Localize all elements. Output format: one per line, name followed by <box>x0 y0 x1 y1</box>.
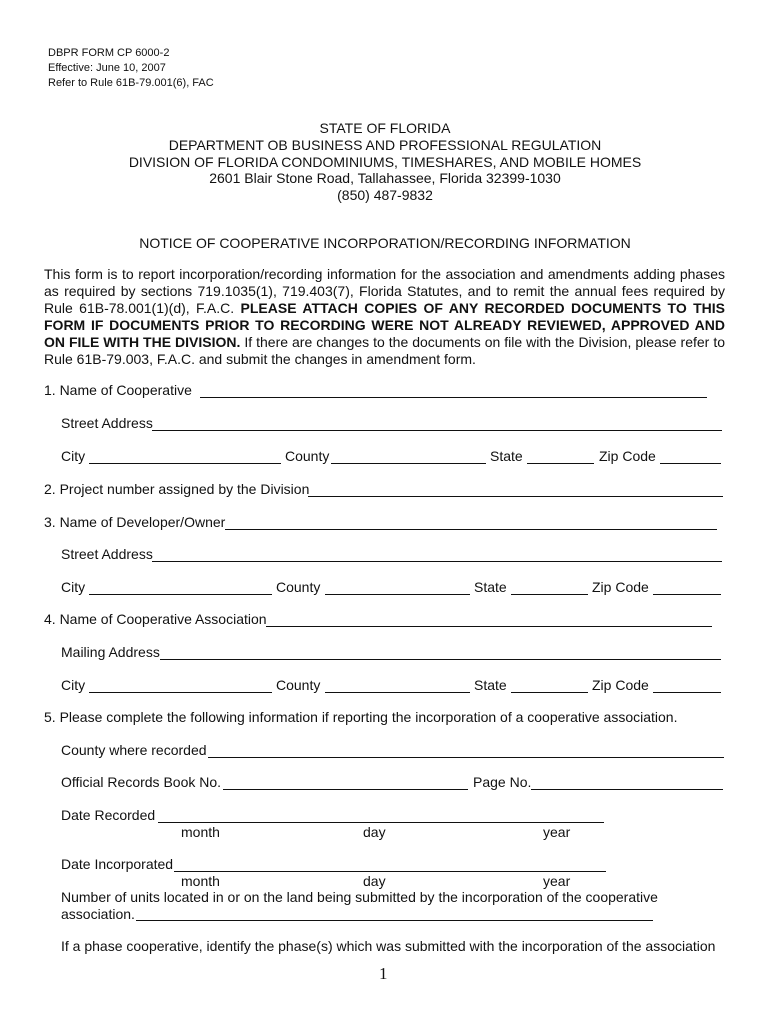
or-book-field[interactable] <box>223 789 468 790</box>
date-recorded-label: Date Recorded <box>61 807 156 823</box>
agency-state: STATE OF FLORIDA <box>319 120 451 136</box>
county-recorded-label: County where recorded <box>61 742 207 758</box>
association-county-label: County <box>276 677 321 693</box>
page-no-label: Page No. <box>473 774 532 790</box>
agency-division: DIVISION OF FLORIDA CONDOMINIUMS, TIMESHARES, AND MOBILE HOMES <box>128 154 642 170</box>
date-incorporated-month-caption: month <box>181 873 220 889</box>
developer-county-field[interactable] <box>325 594 470 595</box>
association-zip-label: Zip Code <box>592 677 649 693</box>
association-state-field[interactable] <box>511 692 588 693</box>
zip-label: Zip Code <box>599 448 656 464</box>
date-incorporated-year-caption: year <box>543 873 571 889</box>
date-recorded-day-caption: day <box>363 824 386 840</box>
cooperative-name-field[interactable] <box>200 397 707 398</box>
date-incorporated-field[interactable] <box>174 871 606 872</box>
rule-reference: Refer to Rule 61B-79.001(6), FAC <box>48 77 214 89</box>
units-label-continued: association. <box>61 906 135 922</box>
agency-address: 2601 Blair Stone Road, Tallahassee, Florida 32399-1030 <box>209 170 561 186</box>
county-field[interactable] <box>331 463 486 464</box>
zip-field[interactable] <box>660 463 721 464</box>
developer-state-field[interactable] <box>511 594 588 595</box>
mailing-address-label: Mailing Address <box>61 644 160 660</box>
developer-street-address-field[interactable] <box>152 561 722 562</box>
association-city-label: City <box>61 677 86 693</box>
developer-city-field[interactable] <box>89 594 272 595</box>
developer-street-address-label: Street Address <box>61 546 153 562</box>
instructions-bold-text: PLEASE ATTACH COPIES OF ANY RECORDED DOCUMENTS TO THIS FORM IF DOCUMENTS PRIOR TO RECORDING WERE NOT ALREADY REVIEWED, APPROVED AND ON FILE WITH THE DIVISION. <box>44 300 725 350</box>
date-recorded-month-caption: month <box>181 824 220 840</box>
instructions-text-2: If there are changes to the documents on file with the Division, please refer to Rule 61B-79.003, F.A.C. and submit the changes in amendment form. <box>44 334 725 367</box>
form-id: DBPR FORM CP 6000-2 <box>48 47 170 59</box>
developer-state-label: State <box>474 579 507 595</box>
mailing-address-field[interactable] <box>160 659 721 660</box>
developer-county-label: County <box>276 579 321 595</box>
agency-department: DEPARTMENT OB BUSINESS AND PROFESSIONAL REGULATION <box>168 137 602 153</box>
date-incorporated-day-caption: day <box>363 873 386 889</box>
cooperative-name-label: 1. Name of Cooperative <box>44 382 192 398</box>
agency-phone: (850) 487-9832 <box>337 187 433 203</box>
units-field[interactable] <box>136 920 653 921</box>
association-county-field[interactable] <box>325 692 470 693</box>
city-field[interactable] <box>89 463 281 464</box>
instructions-paragraph <box>44 266 725 368</box>
developer-zip-label: Zip Code <box>592 579 649 595</box>
project-number-field[interactable] <box>308 496 723 497</box>
street-address-field[interactable] <box>152 430 722 431</box>
association-state-label: State <box>474 677 507 693</box>
date-incorporated-label: Date Incorporated <box>61 856 174 872</box>
date-recorded-field[interactable] <box>158 822 604 823</box>
association-zip-field[interactable] <box>653 692 721 693</box>
incorporation-section-label: 5. Please complete the following information if reporting the incorporation of a cooperative association. <box>44 709 678 725</box>
state-label: State <box>490 448 523 464</box>
street-address-label: Street Address <box>61 415 153 431</box>
association-name-label: 4. Name of Cooperative Association <box>44 611 267 627</box>
state-field[interactable] <box>527 463 594 464</box>
phase-note: If a phase cooperative, identify the phase(s) which was submitted with the incorporation of the association <box>61 938 716 954</box>
date-recorded-year-caption: year <box>543 824 571 840</box>
effective-date: Effective: June 10, 2007 <box>48 62 166 74</box>
units-label: Number of units located in or on the land being submitted by the incorporation of the cooperative <box>61 889 658 905</box>
page-no-field[interactable] <box>531 789 723 790</box>
county-label: County <box>285 448 330 464</box>
developer-name-field[interactable] <box>225 529 717 530</box>
developer-city-label: City <box>61 579 86 595</box>
page-number: 1 <box>379 964 388 983</box>
developer-zip-field[interactable] <box>653 594 721 595</box>
developer-name-label: 3. Name of Developer/Owner <box>44 514 226 530</box>
county-recorded-field[interactable] <box>208 757 724 758</box>
or-book-label: Official Records Book No. <box>61 774 222 790</box>
association-city-field[interactable] <box>89 692 272 693</box>
instructions-text-1: This form is to report incorporation/recording information for the association and amendments adding phases as required by sections 719.1035(1), 719.403(7), Florida Statutes, and to remit the annual fees required by Rule 61B-78.001(1)(d), F.A.C. <box>44 266 725 316</box>
project-number-label: 2. Project number assigned by the Division <box>44 481 310 497</box>
city-label: City <box>61 448 86 464</box>
form-title: NOTICE OF COOPERATIVE INCORPORATION/RECORDING INFORMATION <box>139 235 631 251</box>
association-name-field[interactable] <box>266 626 712 627</box>
